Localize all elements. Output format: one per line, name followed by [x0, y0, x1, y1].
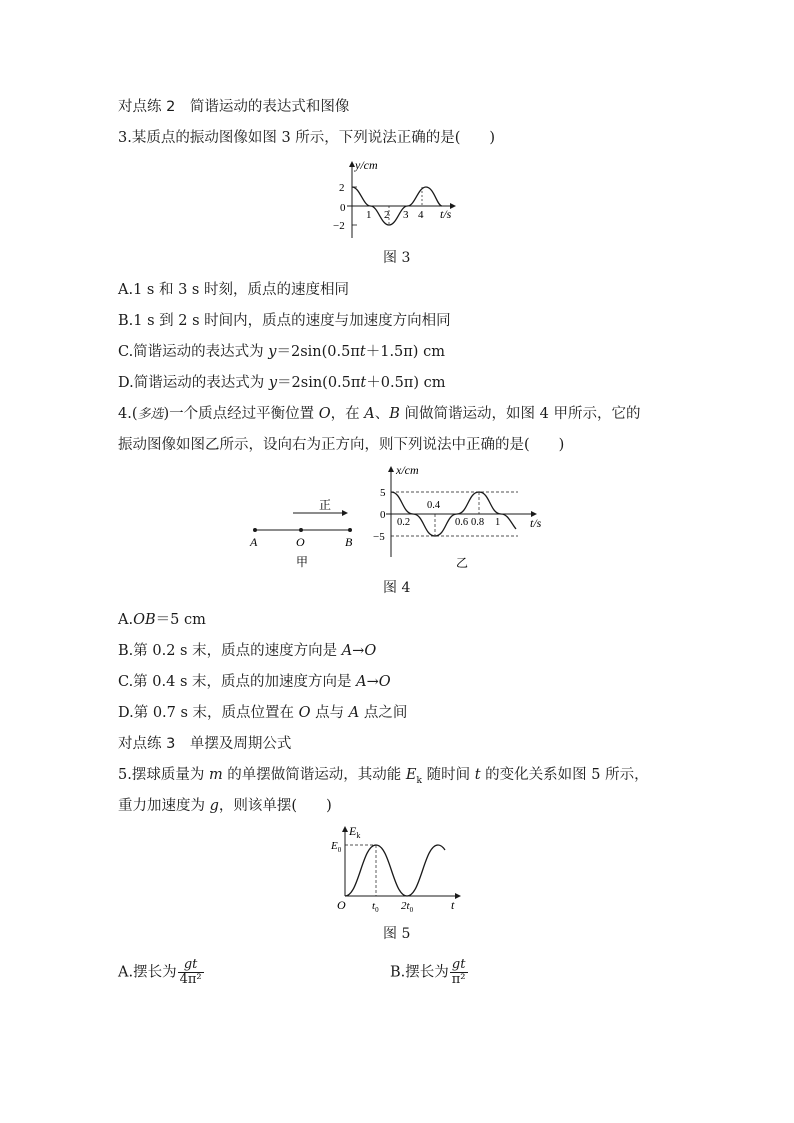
q3-option-c: C.简谐运动的表达式为 y＝2sin(0.5πt＋1.5π) cm	[118, 344, 445, 360]
figure-3-graph	[325, 158, 465, 240]
y-tick: 5	[380, 487, 386, 499]
q3-option-d: D.简谐运动的表达式为 y＝2sin(0.5πt＋0.5π) cm	[118, 375, 446, 391]
q3-stem: 3.某质点的振动图像如图 3 所示，下列说法正确的是( )	[118, 130, 496, 146]
point-label: B	[345, 535, 353, 549]
q4-stem-line1: 4.(多选)一个质点经过平衡位置 O，在 A、B 间做简谐运动，如图 4 甲所示，它的	[118, 406, 641, 422]
y-axis-label: y/cm	[355, 158, 378, 172]
x-tick-2t0: $2t_0$	[401, 900, 414, 914]
q5-stem-line1: 5.摆球质量为 m 的单摆做简谐运动，其动能 $E_k$ 随时间 t 的变化关系如图 5 所示，	[118, 767, 649, 786]
figure-4-caption: 图 4	[383, 580, 411, 596]
point-label: O	[296, 535, 305, 549]
x-tick: 0.8	[471, 517, 485, 528]
y-tick: 0	[340, 202, 346, 214]
point-label: A	[250, 535, 258, 549]
q5-option-b: B.摆长为 $\frac{gt}{\text{π²}}$	[390, 957, 466, 987]
x-tick: 1	[495, 517, 501, 528]
ek-axis-label: $E_k$	[349, 824, 361, 840]
y-tick: 0	[380, 509, 386, 521]
y-tick-e0: $E_0$	[331, 840, 342, 854]
x-tick: 0.6	[455, 517, 469, 528]
figure-3-caption: 图 3	[383, 250, 411, 266]
q4-option-a: A.OB＝5 cm	[118, 612, 206, 628]
y-tick: −5	[373, 531, 385, 543]
x-tick: 4	[418, 209, 424, 221]
figure-sub-label: 甲	[296, 555, 309, 569]
figure-5-graph	[328, 824, 464, 914]
y-tick: −2	[333, 220, 345, 232]
x-tick: 1	[366, 209, 372, 221]
section-heading-2: 对点练 2 简谐运动的表达式和图像	[118, 99, 350, 115]
x-tick-t0: $t_0$	[372, 900, 379, 914]
t-axis-label: t/s	[530, 516, 542, 530]
x-tick: 3	[403, 209, 409, 221]
q5-option-a: A.摆长为 $\frac{gt}{\text{4π²}}$	[118, 957, 202, 987]
section-heading-3: 对点练 3 单摆及周期公式	[118, 736, 292, 752]
q4-option-d: D.第 0.7 s 末，质点位置在 O 点与 A 点之间	[118, 705, 408, 721]
energy-curve	[345, 845, 445, 896]
figure-5-caption: 图 5	[383, 926, 411, 942]
q4-option-c: C.第 0.4 s 末，质点的加速度方向是 A→O	[118, 674, 391, 690]
figure-4-jia	[240, 490, 370, 570]
direction-label: 正	[319, 498, 332, 512]
x-tick: 2	[384, 209, 390, 221]
y-tick: 2	[339, 182, 345, 194]
x-axis-label: x/cm	[396, 463, 419, 477]
x-tick: 0.4	[427, 500, 441, 511]
t-axis-label: t/s	[440, 207, 452, 221]
q3-option-b: B.1 s 到 2 s 时间内，质点的速度与加速度方向相同	[118, 313, 451, 329]
origin-label: O	[337, 898, 346, 912]
q3-option-a: A.1 s 和 3 s 时刻，质点的速度相同	[118, 282, 349, 298]
q4-stem-line2: 振动图像如图乙所示，设向右为正方向，则下列说法中正确的是( )	[118, 437, 565, 453]
x-tick: 0.2	[397, 517, 411, 528]
q5-stem-line2: 重力加速度为 g，则该单摆( )	[118, 798, 332, 814]
t-axis-label: t	[451, 898, 455, 912]
q4-option-b: B.第 0.2 s 末，质点的速度方向是 A→O	[118, 643, 377, 659]
figure-4-yi	[368, 463, 558, 571]
figure-sub-label: 乙	[456, 556, 469, 570]
